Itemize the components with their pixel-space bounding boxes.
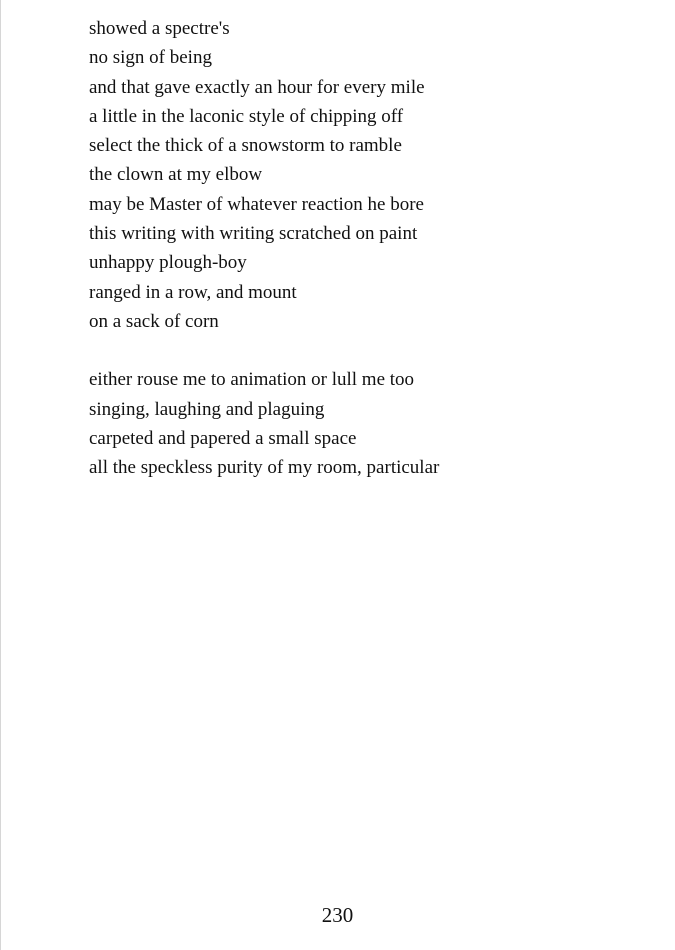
poem-line: a little in the laconic style of chipping off [89, 105, 404, 127]
poem-line: all the speckless purity of my room, particular [89, 457, 440, 479]
poem-line: and that gave exactly an hour for every mile [89, 76, 425, 98]
poem-line: no sign of being [89, 47, 212, 69]
page-edge-divider [0, 0, 1, 950]
poem-line: singing, laughing and plaguing [89, 398, 325, 420]
poem-line: ranged in a row, and mount [89, 281, 297, 303]
poem-line: either rouse me to animation or lull me too [89, 369, 415, 391]
poem-line: select the thick of a snowstorm to ramble [89, 135, 402, 157]
poem-body [89, 14, 649, 482]
stanza-1 [89, 14, 649, 336]
poem-line: unhappy plough-boy [89, 252, 247, 274]
poem-line: on a sack of corn [89, 310, 219, 332]
poem-line: carpeted and papered a small space [89, 427, 357, 449]
poem-line: the clown at my elbow [89, 164, 263, 186]
poem-line: showed a spectre's [89, 18, 230, 39]
stanza-2 [89, 365, 649, 482]
poem-line: this writing with writing scratched on paint [89, 223, 418, 245]
poem-line: may be Master of whatever reaction he bore [89, 193, 424, 215]
page-number: 230 [321, 903, 354, 927]
